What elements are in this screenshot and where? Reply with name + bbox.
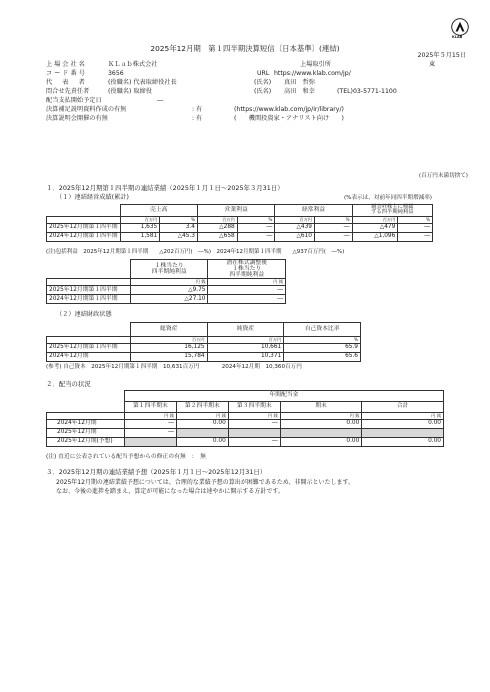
total-assets-value: 16,125 [130, 344, 207, 353]
forecast-line-2: なお、今後の進捗を踏まえ、算定が可能になった場合は速やかに開示する方針です。 [56, 488, 284, 495]
supplement-value: : 有 [192, 106, 203, 113]
unit-yen-sen: 円 銭 [124, 413, 176, 420]
diluted-eps-value: ― [208, 295, 286, 304]
net-income-pct: ― [398, 232, 433, 241]
net-income-pct: ― [398, 223, 433, 232]
q3-dividend [228, 429, 280, 438]
briefing-note: ( 機関投資家・アナリスト向け ) [234, 115, 344, 122]
operating-income-value: △658 [198, 232, 238, 241]
header-net-assets: 純資産 [207, 323, 284, 337]
net-assets-value: 10,661 [207, 344, 284, 353]
total-dividend: 0.00 [362, 420, 444, 429]
row-label: 2025年12月期(予想) [47, 438, 125, 447]
contact-name-label: (氏名) [254, 88, 272, 95]
contact-label: 問合せ先責任者 [46, 88, 90, 95]
klab-logo-icon [451, 18, 469, 36]
comprehensive-income-note: (注)包括利益 2025年12月期第１四半期 △202百万円( ―%) 2024年12月期第１四半期 △937百万円( ―%) [46, 249, 345, 255]
table-row [47, 438, 444, 447]
row-label: 2024年12月期 [47, 353, 131, 362]
table-row [47, 223, 433, 232]
table-row [47, 420, 444, 429]
sales-value: 1,581 [120, 232, 160, 241]
row-label: 2024年12月期第１四半期 [47, 295, 131, 304]
unit-row-label [47, 279, 131, 286]
header-year-end: 期末 [280, 402, 362, 413]
corner-cell [47, 260, 131, 279]
dividend-footnote: (注) 直近に公表されている配当予想からの修正の有無 ： 無 [46, 454, 206, 460]
unit-yen-sen: 円 銭 [130, 279, 208, 286]
row-label: 2025年12月期第１四半期 [47, 344, 131, 353]
ordinary-income-value: △439 [275, 223, 315, 232]
header-operating-income: 営業利益 [198, 205, 275, 217]
row-label: 2025年12月期第１四半期 [47, 223, 121, 232]
document-title: 2025年12月期 第１四半期決算短信〔日本基準〕(連結) [150, 44, 340, 53]
q1-dividend: ― [124, 420, 176, 429]
unit-yen-sen: 円 銭 [362, 413, 444, 420]
unit-million-yen: 百万円 [207, 337, 284, 344]
exchange-value: 東 [429, 61, 436, 68]
header-equity-ratio: 自己資本比率 [284, 323, 361, 337]
year-end-dividend: 0.00 [280, 438, 362, 447]
representative-role: (役職名) 代表取締役社長 [108, 79, 177, 86]
unit-row-label [47, 413, 125, 420]
year-end-dividend [280, 429, 362, 438]
equity-ratio-value: 65.9 [284, 344, 361, 353]
url-link[interactable]: https://www.klab.com/jp/ [274, 70, 351, 77]
section1-sub1-note: (%表示は、対前年同四半期増減率) [344, 195, 432, 201]
contact-role: (役職名) 取締役 [108, 88, 152, 95]
equity-reference-note: (参考) 自己資本 2025年12月期第１四半期 10,631百万円 2024年12月期 10,360百万円 [46, 364, 302, 370]
q3-dividend: ― [228, 420, 280, 429]
net-assets-value: 10,371 [207, 353, 284, 362]
unit-yen-sen: 円 銭 [208, 279, 286, 286]
unit-row-label [47, 337, 131, 344]
forecast-line-1: 2025年12月期の連結業績予想については、合理的な業績予想の算出が困難であるため、非開示といたします。 [56, 479, 355, 486]
header-q1-end: 第１四半期末 [124, 402, 176, 413]
unit-pct: % [160, 216, 198, 223]
table-row [47, 232, 433, 241]
code-label: コ ー ド 番 号 [46, 70, 85, 77]
table-row [47, 295, 286, 304]
unit-yen-sen: 円 銭 [228, 413, 280, 420]
q2-dividend [176, 429, 228, 438]
unit-yen-sen: 円 銭 [176, 413, 228, 420]
q2-dividend: 0.00 [176, 438, 228, 447]
unit-pct: % [398, 216, 433, 223]
header-net-income: 親会社株主に帰属 する四半期純利益 [352, 205, 432, 217]
row-label: 2024年12月期 [47, 420, 125, 429]
total-dividend: 0.00 [362, 438, 444, 447]
net-income-value: △479 [352, 223, 398, 232]
representative-label: 代 表 者 [46, 79, 85, 86]
equity-ratio-value: 65.6 [284, 353, 361, 362]
section3-heading: ３．2025年12月期の連結業績予想（2025年１月１日～2025年12月31日） [46, 468, 267, 476]
header-annual-dividend: 年間配当金 [124, 391, 443, 402]
sales-pct: 3.4 [160, 223, 198, 232]
row-label: 2025年12月期第１四半期 [47, 286, 131, 295]
diluted-eps-value: ― [208, 286, 286, 295]
sales-value: 1,635 [120, 223, 160, 232]
company-name: ＫＬａｂ株式会社 [108, 61, 158, 68]
section1-sub2: （２）連結財政状態 [56, 311, 112, 318]
net-income-value: △1,096 [352, 232, 398, 241]
year-end-dividend: 0.00 [280, 420, 362, 429]
header-total-assets: 総資産 [130, 323, 207, 337]
unit-yen: 百万円 [120, 216, 160, 223]
eps-value: △9.75 [130, 286, 208, 295]
logo-caption: KLAB [452, 35, 463, 39]
q2-dividend: 0.00 [176, 420, 228, 429]
row-label: 2024年12月期第１四半期 [47, 232, 121, 241]
representative-name: 真田 哲弥 [284, 79, 315, 86]
ordinary-income-pct: ― [315, 232, 353, 241]
unit-pct: % [315, 216, 353, 223]
table-row [47, 344, 361, 353]
corner-cell [47, 391, 125, 413]
table-row [47, 429, 444, 438]
header-q2-end: 第２四半期末 [176, 402, 228, 413]
dividend-table [46, 390, 444, 447]
code-value: 3656 [108, 70, 124, 77]
operating-income-pct: ― [237, 232, 275, 241]
section1-sub1: （１）連結経営成績(累計) [56, 194, 129, 201]
total-dividend [362, 429, 444, 438]
briefing-value: : 有 [192, 115, 203, 122]
section2-heading: ２．配当の状況 [46, 380, 91, 388]
q1-dividend [124, 438, 176, 447]
q1-dividend: ― [124, 429, 176, 438]
contact-name: 高田 和幸 [284, 88, 315, 95]
exchange-label: 上場取引所 [300, 61, 331, 68]
dividend-date-value: ― [157, 97, 164, 104]
unit-yen: 百万円 [275, 216, 315, 223]
representative-name-label: (氏名) [254, 79, 272, 86]
corner-cell [47, 205, 121, 217]
supplement-url[interactable]: (https://www.klab.com/jp/ir/library/) [234, 106, 344, 113]
operating-income-pct: ― [237, 223, 275, 232]
unit-pct: % [284, 337, 361, 344]
header-ordinary-income: 経常利益 [275, 205, 352, 217]
unit-yen: 百万円 [198, 216, 238, 223]
eps-value: △27.10 [130, 295, 208, 304]
unit-note: (百万円未満切捨て) [418, 173, 468, 179]
table-row [47, 353, 361, 362]
q3-dividend: ― [228, 438, 280, 447]
table-row [47, 286, 286, 295]
company-name-label: 上 場 会 社 名 [46, 61, 85, 68]
unit-row-label [47, 216, 121, 223]
operating-results-table [46, 204, 433, 242]
supplement-label: 決算補足説明資料作成の有無 [46, 106, 127, 113]
unit-yen-sen: 円 銭 [280, 413, 362, 420]
header-eps: １株当たり 四半期純利益 [130, 260, 208, 279]
header-diluted-eps: 潜在株式調整後 １株当たり 四半期純利益 [208, 260, 286, 279]
header-sales: 売上高 [120, 205, 197, 217]
header-total: 合計 [362, 402, 444, 413]
ordinary-income-value: △610 [275, 232, 315, 241]
financial-position-table [46, 322, 361, 362]
document-date: 2025年５月15日 [417, 52, 466, 59]
sales-pct: △45.3 [160, 232, 198, 241]
unit-pct: % [237, 216, 275, 223]
unit-yen: 百万円 [352, 216, 398, 223]
header-q3-end: 第３四半期末 [228, 402, 280, 413]
dividend-date-label: 配当支払開始予定日 [46, 97, 102, 104]
section1-heading: １．2025年12月期第１四半期の連結業績（2025年１月１日～2025年３月31日） [46, 184, 284, 192]
ordinary-income-pct: ― [315, 223, 353, 232]
contact-tel: (TEL)03-5771-1100 [337, 88, 397, 95]
url-label: URL [257, 70, 270, 77]
total-assets-value: 15,784 [130, 353, 207, 362]
operating-income-value: △288 [198, 223, 238, 232]
briefing-label: 決算説明会開催の有無 [46, 115, 108, 122]
row-label: 2025年12月期 [47, 429, 125, 438]
corner-cell [47, 323, 131, 337]
unit-million-yen: 百万円 [130, 337, 207, 344]
eps-table [46, 259, 286, 304]
